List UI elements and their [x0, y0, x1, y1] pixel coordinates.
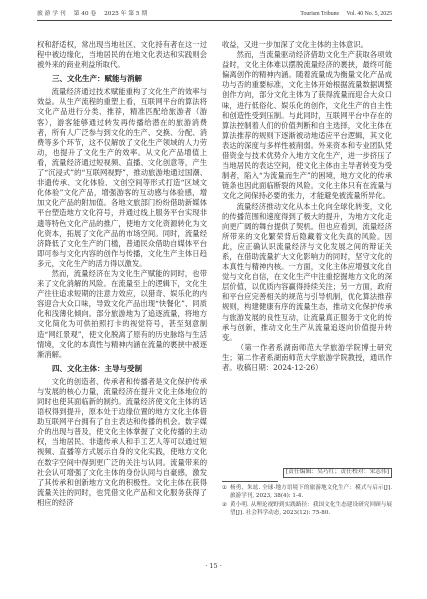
right-column: [222, 40, 392, 468]
footnote-mark: ②: [222, 502, 228, 508]
body-paragraph: 流量经济推动文化从本土化向全球化转变，文化的传播范围和速度得到了极大的提升，为地方文化走向更广阔的舞台提供了契机。但也应看到，流量经济所带来的文化繁荣背后隐藏着文化失真的风险。因此，应正确认识流量经济与文化发展之间的辩证关系，在借助流量扩大文化影响力的同时，坚守文化的本真性与精神内核。一方面，文化主体应增强文化自觉与文化自信，在文化生产中注重挖掘地方文化的深层价值，以优质内容赢得持续关注；另一方面，政府和平台应完善相关的规范与引导机制，优化算法推荐规则，构建健康有序的流量生态，推动文化保护传承与旅游发展的良性互动，让流量真正服务于文化的传承与创新，推动文化生产从流量追逐向价值提升转变。: [222, 201, 392, 342]
journal-title-en: Tourism Tribune: [300, 11, 340, 17]
body-paragraph: 然而，当流量驱动经济借助文化生产获取各项效益时，文化主体难以摆脱流量经济的裹挟，最终可能偏离创作的精神内涵。随着流量成为衡量文化产品成功与否的重要标准，文化主体开始根据流量数据调整创作方向，部分文化主体为了获得流量而迎合大众口味，进行低俗化、娱乐化的创作，文化生产的自主性和创造性受到压制。与此同时，互联网平台中存在的算法控制着人们的价值判断和自主选择，文化主体在算法推荐的规则下逐渐被动地适应平台逻辑，其文化表达的深度与多样性被削弱。外来资本和专业团队凭借资金与技术优势介入地方文化生产，进一步挤压了当地居民的表达空间，使文化主体由主导者转变为受制者，陷入“为流量而生产”的困境，地方文化的传承链条也因此面临断裂的风险。文化主体只有在流量与文化之间保持必要的张力，才能避免被流量所异化。: [222, 50, 392, 201]
body-paragraph-continuation: 收益，又进一步加深了文化主体的主体意识。: [222, 40, 368, 49]
body-paragraph: 然而，流量经济在为文化生产赋能的同时，也带来了文化消解的风险。在流量至上的逻辑下，文化生产往往追求短期的注意力效应，以猎奇、娱乐化的内容迎合大众口味，导致文化产品出现“快餐化”、同质化和浅薄化倾向。部分旅游地为了追逐流量，将地方文化简化为可供拍照打卡的视觉符号，甚至刻意制造“网红景观”，使文化脱离了原有的历史脉络与生活情境，文化的本真性与精神内涵在流量的裹挟中被逐渐消解。: [37, 268, 207, 359]
footnote: [222, 484, 392, 500]
editor-note: [责任编辑：吴巧红；责任校对：宋志伟]: [283, 468, 392, 478]
author-byline: （第一作者系湖南师范大学旅游学院博士研究生；第二作者系湖南师范大学旅游学院教授，通讯作者。收稿日期：2024-12-26）: [222, 342, 392, 372]
running-header-right: [294, 11, 392, 18]
footnote-rule: [222, 481, 278, 482]
body-paragraph: 流量经济通过技术赋能重构了文化生产的效率与效益。从生产流程的重塑上看，互联网平台的算法将文化产品进行分类、推荐，精准匹配给旅游者（游客），游客能够通过转发再传播给潜在的旅游消费者，所有人广泛参与到文化的生产、交换、分配、消费等多个环节，这不仅解放了文化生产领域的人力劳动，也提升了文化生产的效率。从文化产品增值上看，流量经济通过短视频、直播、文化创意等，产生了“沉浸式”的“互联网视野”，推动旅游地通过国潮、非遗传承、文化体验、文创空间等形式打造“区域文化体验”文化产品，增强游客的互动感与体验感，增加文化产品的附加值。各地文旅部门纷纷借助新媒体平台塑造地方文化符号，并通过线上服务平台实现非遗等特色文化产品的推广，使地方文化资源转化为文化资本，拓展了文化产品的市场空间。同时，流量经济降低了文化生产的门槛，普通民众借助自媒体平台即可参与文化内容的创作与传播，文化生产主体日趋多元，文化生产的活力得以激发。: [37, 87, 207, 268]
section-heading: 四、文化主体：主导与受制: [52, 363, 142, 373]
header-rule: [37, 20, 392, 21]
left-column: [37, 40, 207, 560]
footnote-text: 黄小明. 从理论视野到实践路径：我国文化生态建设研究回顾与展望[J]. 社会科学动态, 2023(12): 75-80.: [230, 502, 392, 516]
footnote-mark: ①: [222, 485, 228, 491]
footnote: [222, 501, 392, 517]
body-paragraph-continuation: 权和舒适权，常出现当地社区、文化持有者在这一过程中被边缘化，当地居民的在地文化表达和实践则会被外来的商业利益所取代。: [37, 40, 207, 70]
page-number: · 15 ·: [205, 562, 222, 570]
footnote-text: 杨勇，朱竑. 全球-地方语境下的旅游地文化生产：模式与启示[J]. 旅游学刊, 2023, 38(4): 1-4.: [230, 485, 392, 499]
volume-label-cn: 第 40 卷: [73, 11, 97, 17]
issue-label-cn: 2025 年 第 5 期: [104, 11, 148, 17]
journal-title-cn: 旅 游 学 刊: [37, 11, 66, 17]
body-paragraph: 文化的创造者、传承者和传播者是文化保护传承与发展的核心力量，流量经济在提升文化主体地位的同时也使其面临新的制约。流量经济使文化主体的话语权得到提升，原本处于边缘位置的地方文化主体借助互联网平台拥有了自主表达和传播的机会。数字媒介的出现与普及，使文化主体掌握了文化传播的主动权，当地居民、非遗传承人和手工艺人等可以通过短视频、直播等方式展示自身的文化实践，使地方文化在数字空间中得到更广泛的关注与认同。流量带来的社会认可增强了文化主体的身份认同与自豪感，激发了其传承和创新地方文化的积极性。文化主体在获得流量关注的同时，也凭借文化产品和文化服务获得了相应的经济: [37, 376, 207, 507]
footnote-list: [222, 484, 392, 518]
running-header-left: [37, 11, 153, 18]
issue-label-en: Vol. 40 No. 5, 2025: [346, 11, 392, 17]
section-heading: 三、文化生产：赋能与消解: [52, 74, 142, 84]
